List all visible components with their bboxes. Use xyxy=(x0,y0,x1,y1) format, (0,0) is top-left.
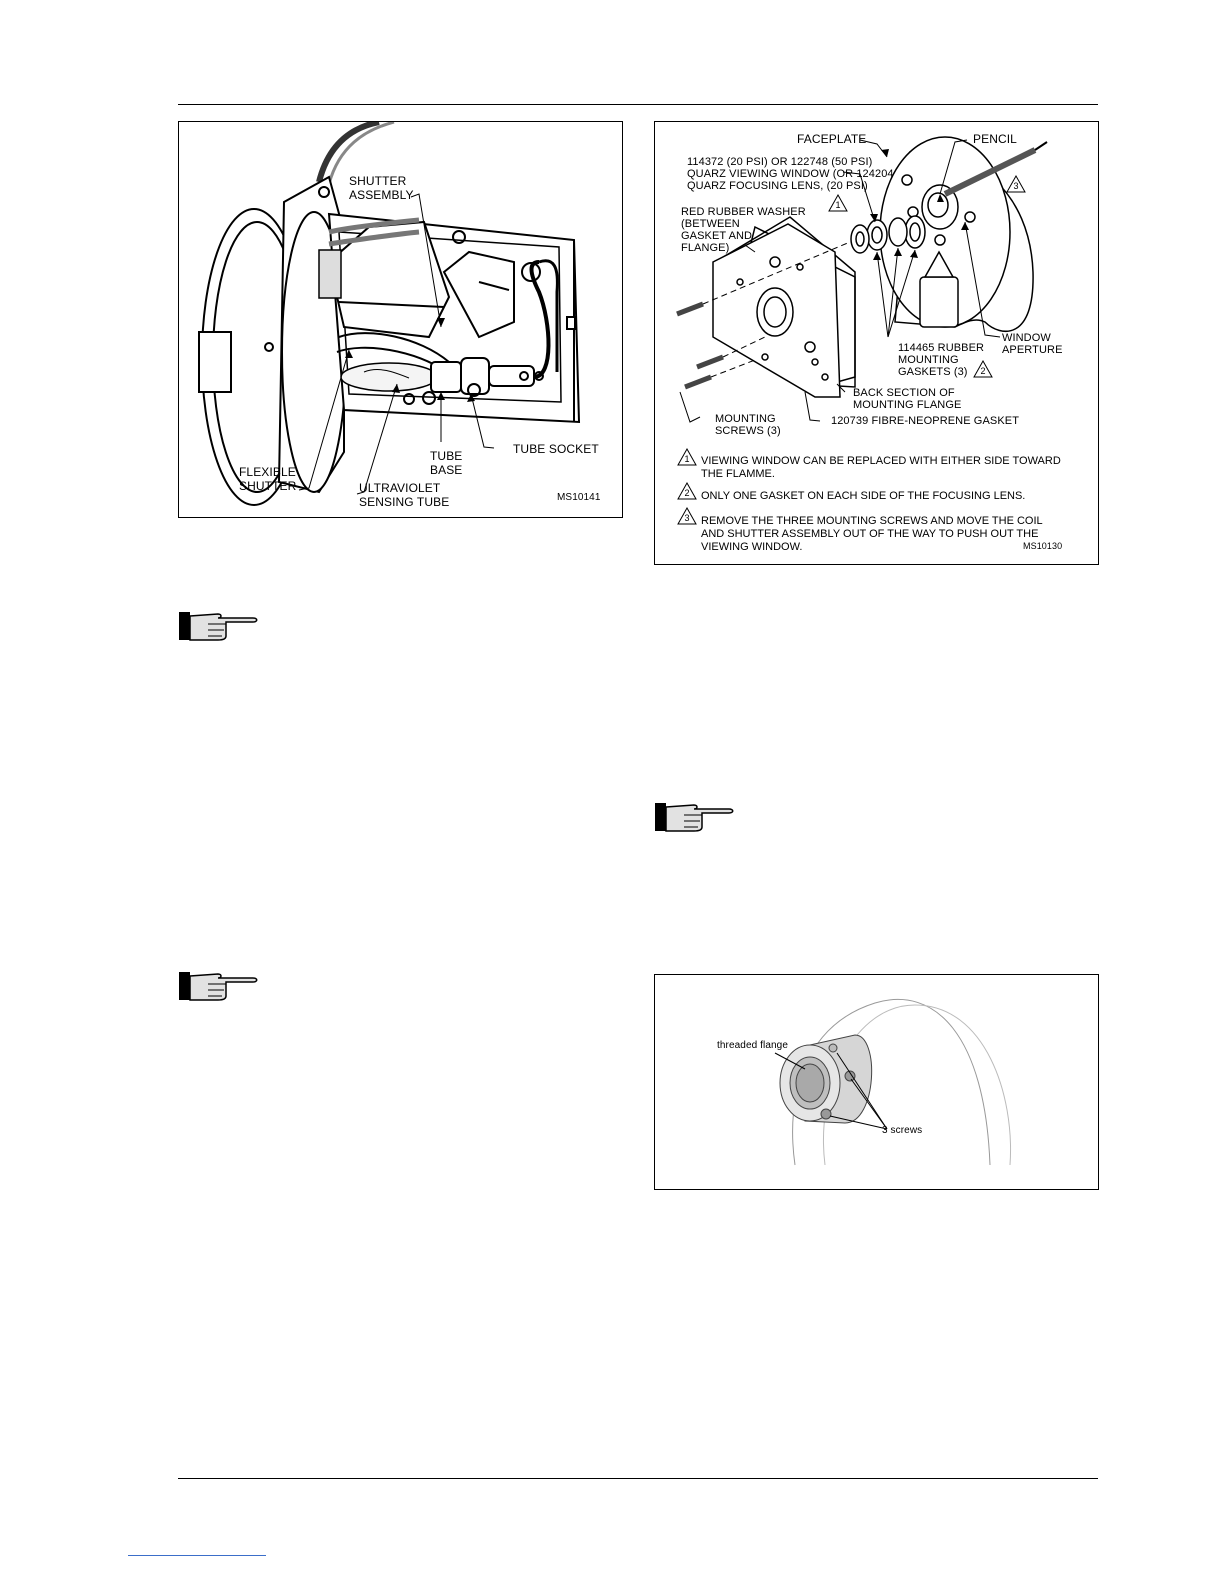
note-3-text: REMOVE THE THREE MOUNTING SCREWS AND MOVE THE COIL AND SHUTTER ASSEMBLY OUT OF THE WAY TO PUSH OUT THE VIEWING WINDOW. xyxy=(701,515,1043,553)
header-rule xyxy=(178,104,1098,105)
label-rubber-gaskets: 114465 RUBBER MOUNTING GASKETS (3) xyxy=(898,342,985,378)
figure-code: MS10141 xyxy=(557,492,601,503)
label-uv-sensing-tube: ULTRAVIOLET SENSING TUBE xyxy=(359,481,450,509)
label-shutter-assembly: SHUTTER ASSEMBLY xyxy=(349,174,414,202)
footer-link-underline[interactable] xyxy=(128,1555,266,1556)
figure-code: MS10130 xyxy=(1023,541,1063,551)
figure-uv-scanner-internals xyxy=(178,121,623,518)
label-pencil: PENCIL xyxy=(973,132,1017,146)
note-1-triangle: 1 xyxy=(677,448,697,466)
footer-rule xyxy=(178,1478,1098,1479)
label-back-section: BACK SECTION OF MOUNTING FLANGE xyxy=(853,387,962,411)
pointing-hand-icon xyxy=(654,801,734,838)
label-tube-socket: TUBE SOCKET xyxy=(513,442,599,456)
label-3-screws: 3 screws xyxy=(882,1125,923,1136)
label-flexible-shutter: FLEXIBLE SHUTTER xyxy=(239,465,297,493)
note-1-text: VIEWING WINDOW CAN BE REPLACED WITH EITHER SIDE TOWARD THE FLAMME. xyxy=(701,455,1061,480)
figure-exploded-viewing-window xyxy=(654,121,1099,565)
pointing-hand-icon xyxy=(178,970,258,1007)
label-fibre-gasket: 120739 FIBRE-NEOPRENE GASKET xyxy=(831,415,1020,427)
label-threaded-flange: threaded flange xyxy=(717,1040,789,1051)
threaded-flange-drawing xyxy=(655,975,1099,1190)
triangle-marker-1: 1 xyxy=(828,194,848,212)
label-mounting-screws: MOUNTING SCREWS (3) xyxy=(715,413,781,437)
triangle-marker-2: 2 xyxy=(973,360,993,378)
pointing-hand-icon xyxy=(178,610,258,647)
figure-threaded-flange xyxy=(654,974,1099,1190)
triangle-marker-3: 3 xyxy=(1006,175,1026,193)
label-red-washer: RED RUBBER WASHER (BETWEEN GASKET AND FLANGE) xyxy=(681,206,806,254)
label-tube-base: TUBE BASE xyxy=(430,449,463,477)
label-faceplate: FACEPLATE xyxy=(797,132,867,146)
note-3-triangle: 3 xyxy=(677,507,697,525)
note-2-triangle: 2 xyxy=(677,482,697,500)
note-2-text: ONLY ONE GASKET ON EACH SIDE OF THE FOCUSING LENS. xyxy=(701,490,1026,502)
label-window-aperture: WINDOW APERTURE xyxy=(1002,332,1063,356)
label-window-parts: 114372 (20 PSI) OR 122748 (50 PSI) QUARZ VIEWING WINDOW (OR 124204 QUARZ FOCUSING LENS, (20 PSI) xyxy=(687,156,894,192)
